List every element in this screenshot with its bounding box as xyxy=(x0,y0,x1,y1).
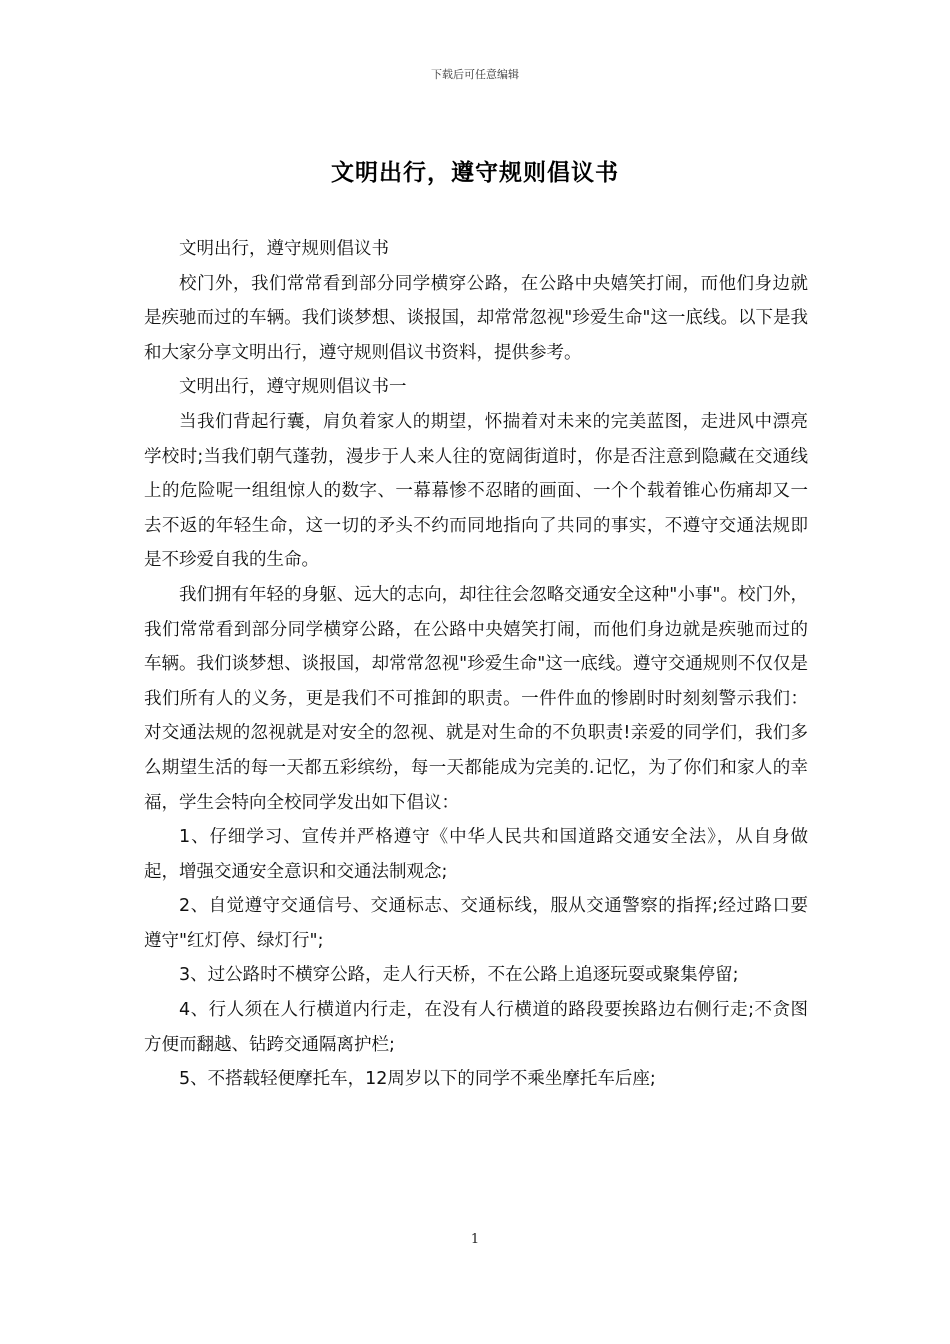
proposal-item-5: 5、不搭载轻便摩托车，12周岁以下的同学不乘坐摩托车后座; xyxy=(179,1069,656,1090)
proposal-item-4: 4、行人须在人行横道内行走，在没有人行横道的路段要挨路边右侧行走;不贪图方便而翻越、钻跨交通隔离护栏; xyxy=(144,1000,808,1055)
paragraph-body-2: 我们拥有年轻的身躯、远大的志向，却往往会忽略交通安全这种"小事"。校门外，我们常常看到部分同学横穿公路，在公路中央嬉笑打闹，而他们身边就是疾驰而过的车辆。我们谈梦想、谈报国，却常常忽视"珍爱生命"这一底线。遵守交通规则不仅仅是我们所有人的义务，更是我们不可推卸的职责。一件件血的惨剧时时刻刻警示我们：对交通法规的忽视就是对安全的忽视、就是对生命的不负职责!亲爱的同学们，我们多么期望生活的每一天都五彩缤纷，每一天都能成为完美的.记忆，为了你们和家人的幸福，学生会特向全校同学发出如下倡议： xyxy=(144,584,808,813)
document-title: 文明出行，遵守规则倡议书 xyxy=(331,160,619,186)
proposal-item-3: 3、过公路时不横穿公路，走人行天桥，不在公路上追逐玩耍或聚集停留; xyxy=(179,965,739,986)
document-body xyxy=(144,232,808,1097)
paragraph-section-heading: 文明出行，遵守规则倡议书一 xyxy=(179,377,407,398)
page-number: 1 xyxy=(470,1232,480,1247)
page-header: 下载后可任意编辑 xyxy=(431,68,519,81)
paragraph-subtitle: 文明出行，遵守规则倡议书 xyxy=(179,239,389,259)
proposal-item-1: 1、仔细学习、宣传并严格遵守《中华人民共和国道路交通安全法》，从自身做起，增强交通安全意识和交通法制观念; xyxy=(144,827,808,882)
proposal-item-2: 2、自觉遵守交通信号、交通标志、交通标线，服从交通警察的指挥;经过路口要遵守"红灯停、绿灯行"; xyxy=(144,896,808,951)
paragraph-body-1: 当我们背起行囊，肩负着家人的期望，怀揣着对未来的完美蓝图，走进风中漂亮学校时;当我们朝气蓬勃，漫步于人来人往的宽阔街道时，你是否注意到隐藏在交通线上的危险呢一组组惊人的数字、一幕幕惨不忍睹的画面、一个个载着锥心伤痛却又一去不返的年轻生命，这一切的矛头不约而同地指向了共同的事实，不遵守交通法规即是不珍爱自我的生命。 xyxy=(144,411,808,571)
paragraph-intro: 校门外，我们常常看到部分同学横穿公路，在公路中央嬉笑打闹，而他们身边就是疾驰而过的车辆。我们谈梦想、谈报国，却常常忽视"珍爱生命"这一底线。以下是我和大家分享文明出行，遵守规则倡议书资料，提供参考。 xyxy=(144,273,808,363)
